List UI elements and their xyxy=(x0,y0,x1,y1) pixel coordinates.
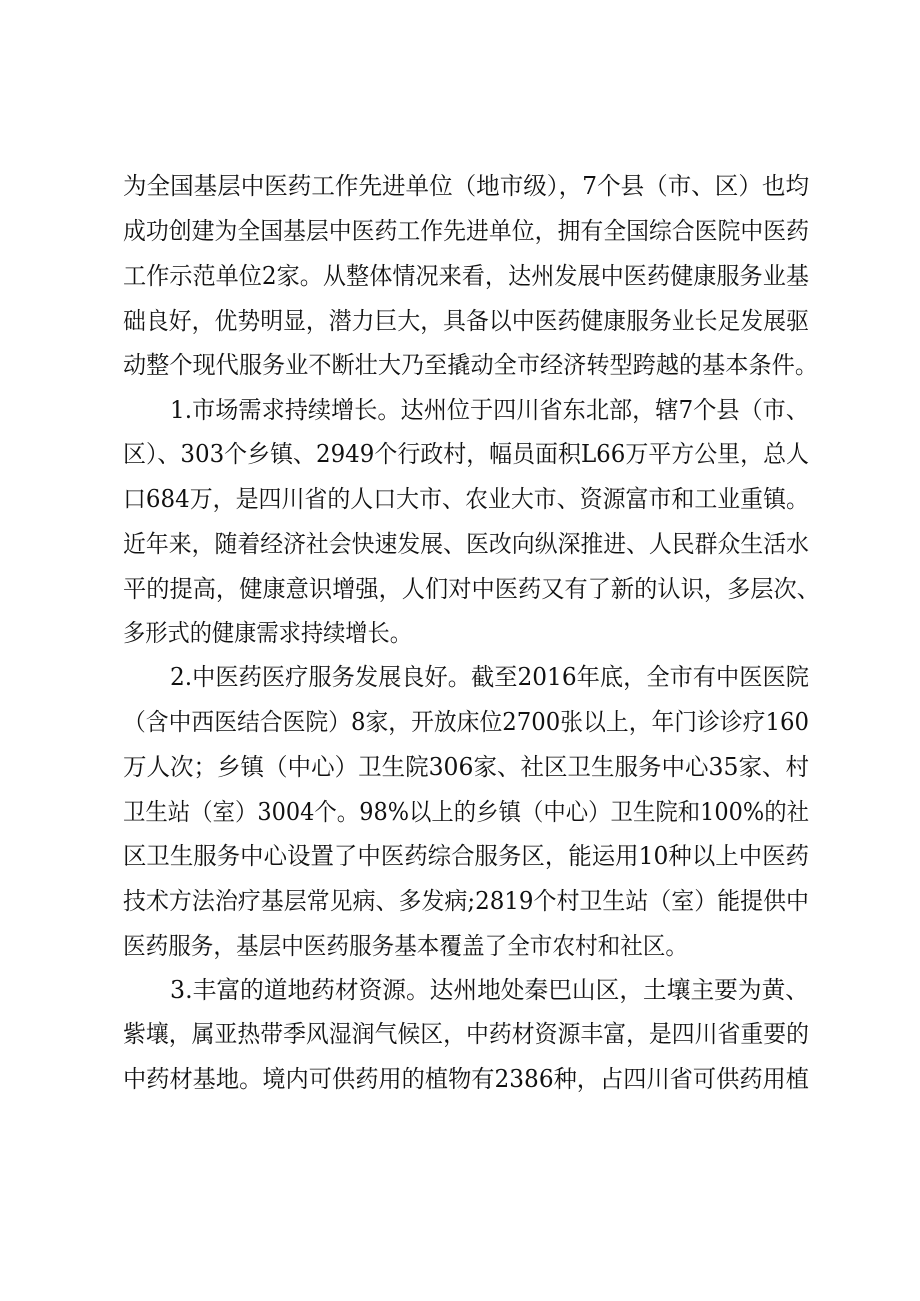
line-text: 成功创建为全国基层中医药工作先进单位，拥有全国综合医院中医药 xyxy=(123,217,809,245)
text-line xyxy=(0,745,920,789)
line-text: 动整个现代服务业不断壮大乃至撬动全市经济转型跨越的基本条件。 xyxy=(123,351,818,379)
text-line xyxy=(0,611,920,655)
text-line xyxy=(0,700,920,744)
line-text: 中药材基地。境内可供药用的植物有2386种，占四川省可供药用植 xyxy=(123,1065,809,1093)
text-line xyxy=(0,567,920,611)
line-text: 紫壤，属亚热带季风湿润气候区，中药材资源丰富，是四川省重要的 xyxy=(123,1020,809,1048)
text-line xyxy=(0,299,920,343)
line-text: 平的提高，健康意识增强，人们对中医药又有了新的认识，多层次、 xyxy=(123,575,820,603)
line-text: 2.中医药医疗服务发展良好。截至2016年底，全市有中医医院 xyxy=(170,663,809,691)
line-text: 为全国基层中医药工作先进单位（地市级），7个县（市、区）也均 xyxy=(123,172,809,200)
text-line xyxy=(0,879,920,923)
line-text: （含中西医结合医院）8家，开放床位2700张以上，年门诊诊疗160 xyxy=(123,708,809,736)
line-text: 1.市场需求持续增长。达州位于四川省东北部，辖7个县（市、 xyxy=(170,396,809,424)
text-line xyxy=(0,477,920,521)
text-line xyxy=(0,522,920,566)
text-line xyxy=(0,343,920,387)
line-text: 口684万，是四川省的人口大市、农业大市、资源富市和工业重镇。 xyxy=(123,485,809,513)
line-text: 万人次；乡镇（中心）卫生院306家、社区卫生服务中心35家、村 xyxy=(123,753,809,781)
text-line xyxy=(0,388,920,432)
text-line xyxy=(0,1057,920,1101)
text-line xyxy=(0,790,920,834)
text-line xyxy=(0,164,920,208)
line-text: 医药服务，基层中医药服务基本覆盖了全市农村和社区。 xyxy=(123,932,688,960)
line-text: 卫生站（室）3004个。98%以上的乡镇（中心）卫生院和100%的社 xyxy=(123,798,809,826)
text-line xyxy=(0,924,920,968)
text-line xyxy=(0,432,920,476)
line-text: 工作示范单位2家。从整体情况来看，达州发展中医药健康服务业基 xyxy=(123,262,809,290)
line-text: 区卫生服务中心设置了中医药综合服务区，能运用10种以上中医药 xyxy=(123,842,809,870)
line-text: 区）、303个乡镇、2949个行政村，幅员面积L66万平方公里，总人 xyxy=(123,440,809,468)
text-line xyxy=(0,209,920,253)
text-line xyxy=(0,834,920,878)
text-line xyxy=(0,655,920,699)
text-line xyxy=(0,254,920,298)
line-text: 多形式的健康需求持续增长。 xyxy=(123,619,412,647)
line-text: 3.丰富的道地药材资源。达州地处秦巴山区，土壤主要为黄、 xyxy=(170,976,809,1004)
line-text: 近年来，随着经济社会快速发展、医改向纵深推进、人民群众生活水 xyxy=(123,530,809,558)
line-text: 技术方法治疗基层常见病、多发病;2819个村卫生站（室）能提供中 xyxy=(123,887,809,915)
text-line xyxy=(0,968,920,1012)
line-text: 础良好，优势明显，潜力巨大，具备以中医药健康服务业长足发展驱 xyxy=(123,307,809,335)
text-line xyxy=(0,1012,920,1056)
